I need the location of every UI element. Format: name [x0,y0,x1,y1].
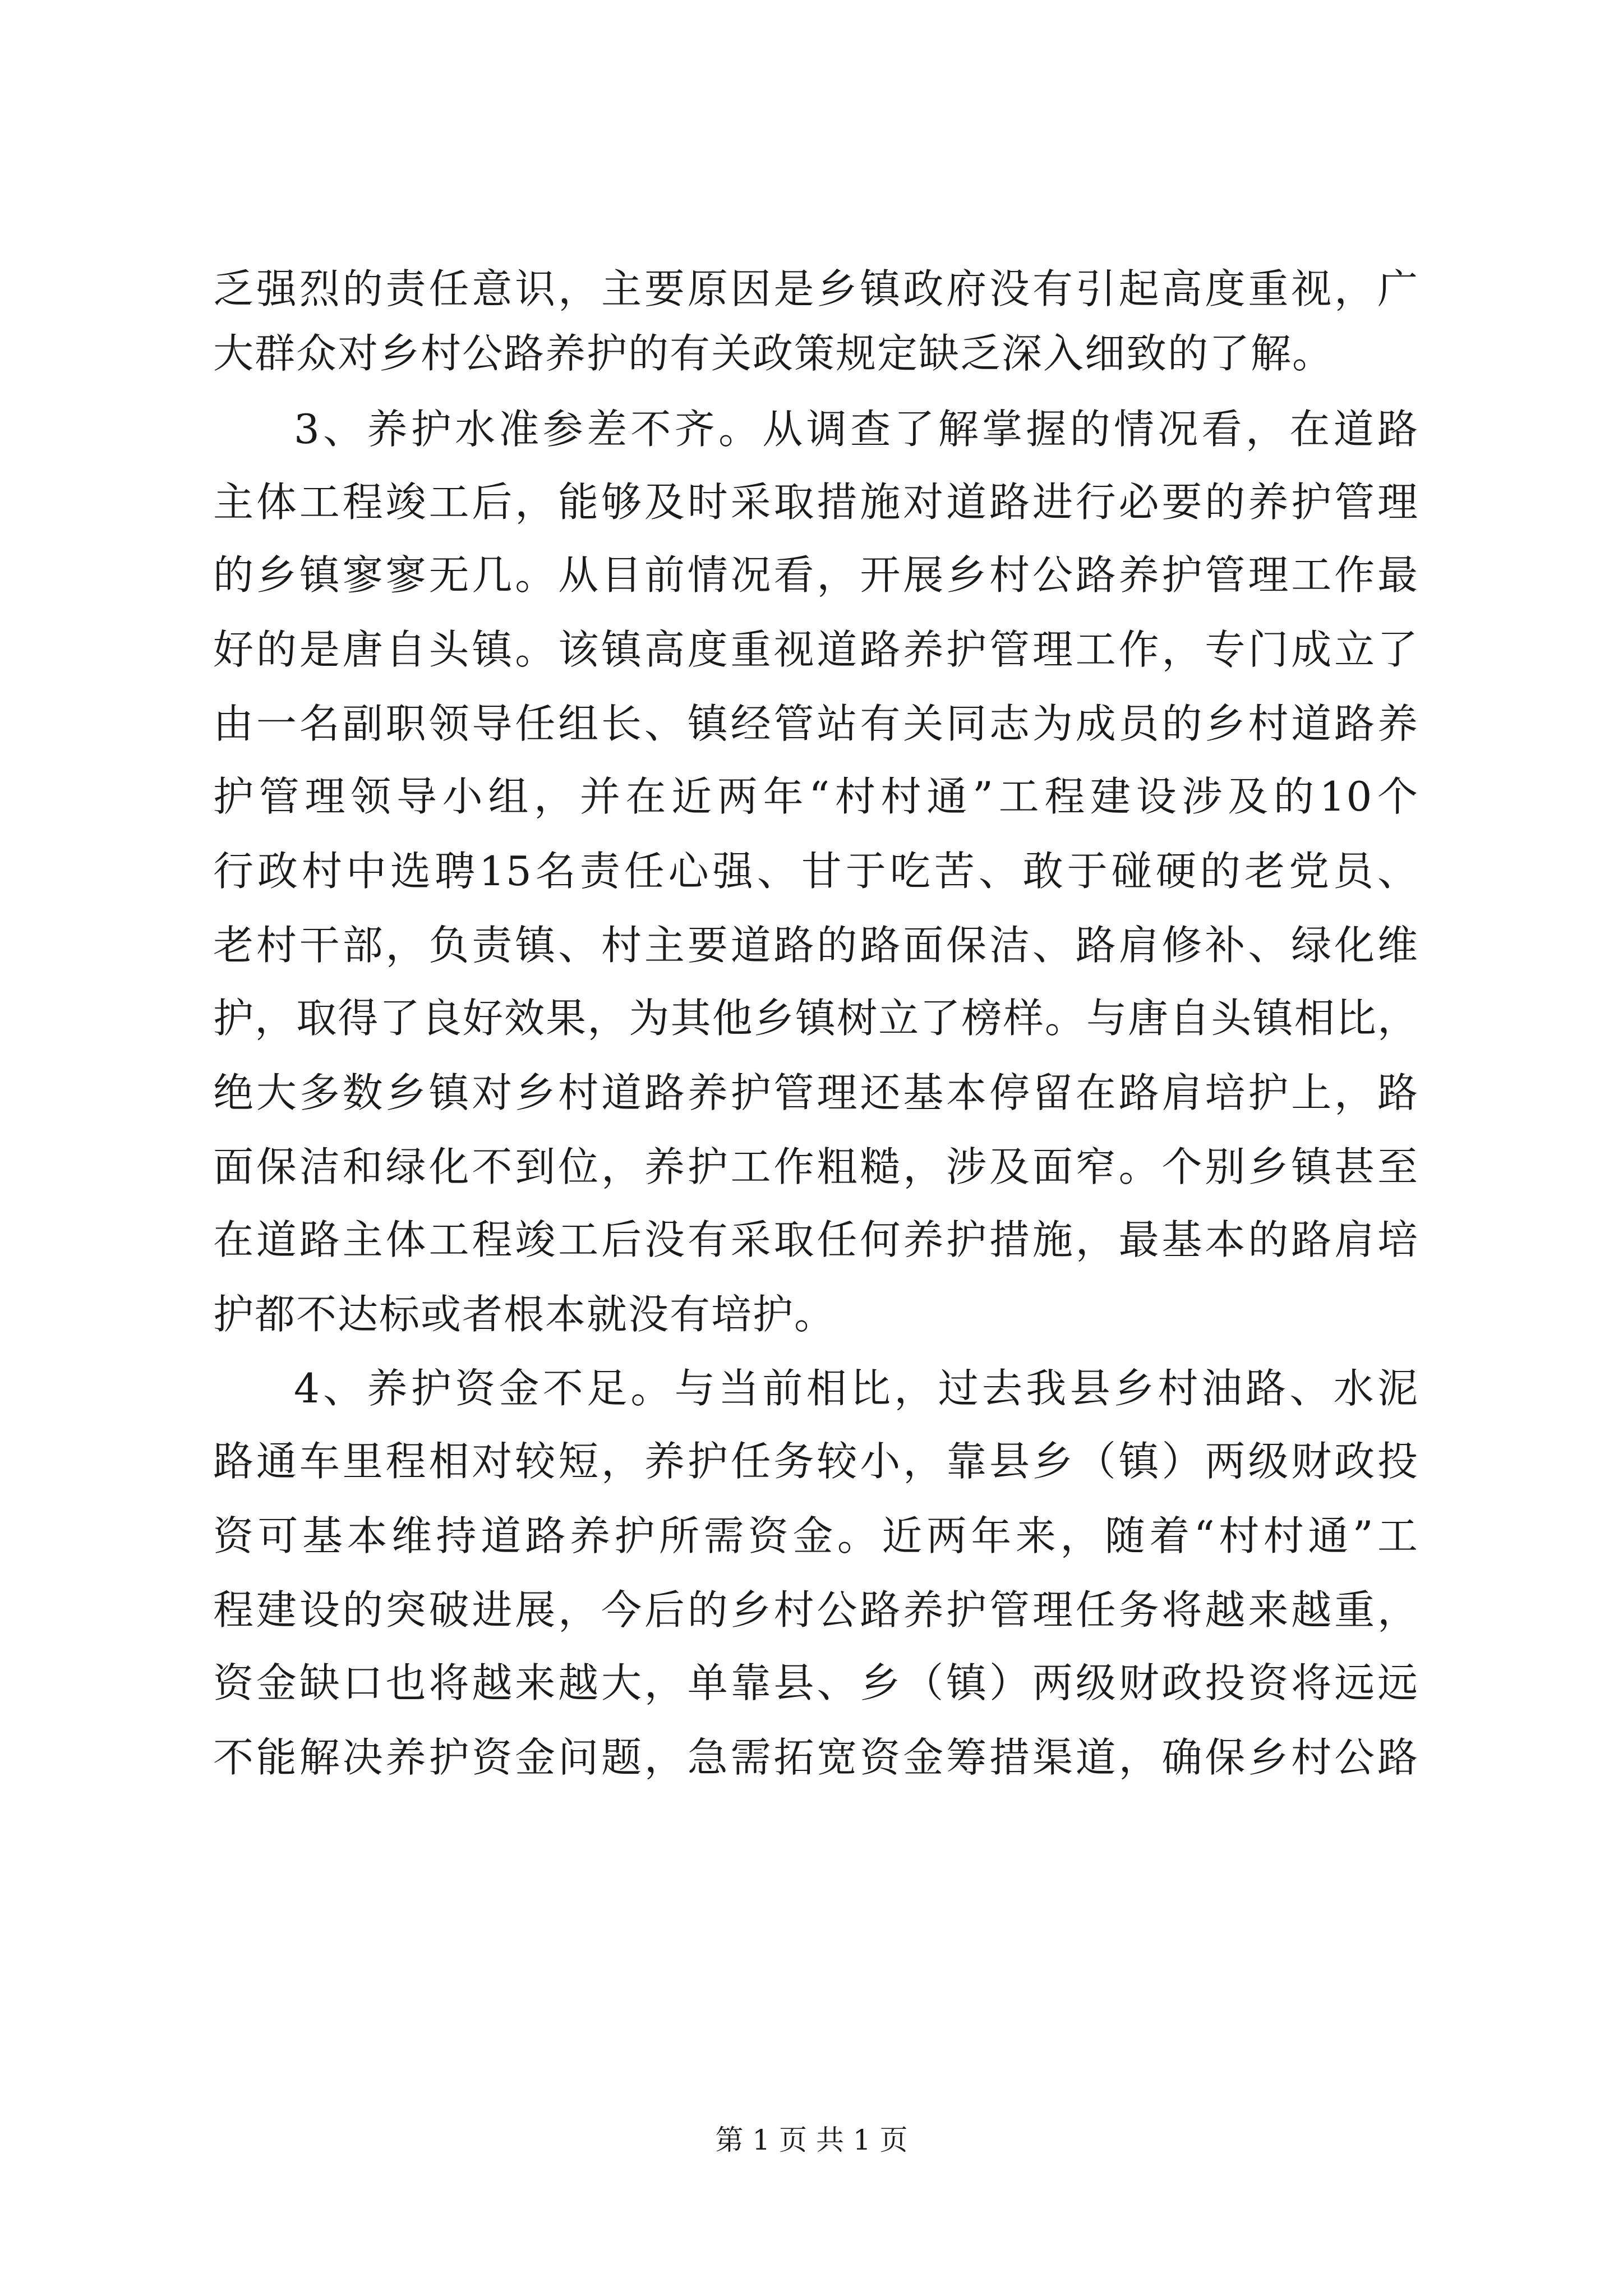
text-line: 护管理领导小组，并在近两年“村村通”工程建设涉及的10个 [213,773,1419,820]
text-line: 主体工程竣工后，能够及时采取措施对道路进行必要的养护管理 [213,478,1419,526]
text-line: 面保洁和绿化不到位，养护工作粗糙，涉及面窄。个别乡镇甚至 [213,1143,1419,1190]
text-line: 老村干部，负责镇、村主要道路的路面保洁、路肩修补、绿化维 [213,922,1419,969]
text-line: 护，取得了良好效果，为其他乡镇树立了榜样。与唐自头镇相比， [213,995,1419,1042]
text-line: 护都不达标或者根本就没有培护。 [213,1291,836,1338]
text-line: 资金缺口也将越来越大，单靠县、乡（镇）两级财政投资将远远 [213,1659,1419,1706]
text-line: 4、养护资金不足。与当前相比，过去我县乡村油路、水泥 [294,1365,1419,1412]
page-number-footer: 第 1 页 共 1 页 [715,2124,908,2156]
text-line: 乏强烈的责任意识，主要原因是乡镇政府没有引起高度重视，广 [213,265,1419,312]
text-line: 路通车里程相对较短，养护任务较小，靠县乡（镇）两级财政投 [213,1438,1419,1485]
text-line: 的乡镇寥寥无几。从目前情况看，开展乡村公路养护管理工作最 [213,551,1419,599]
text-line: 行政村中选聘15名责任心强、甘于吃苦、敢于碰硬的老党员、 [213,848,1419,895]
text-line: 不能解决养护资金问题，急需拓宽资金筹措渠道，确保乡村公路 [213,1734,1419,1781]
text-line: 在道路主体工程竣工后没有采取任何养护措施，最基本的路肩培 [213,1216,1419,1263]
text-line: 大群众对乡村公路养护的有关政策规定缺乏深入细致的了解。 [213,330,1334,377]
text-line: 由一名副职领导任组长、镇经管站有关同志为成员的乡村道路养 [213,700,1419,747]
text-line: 资可基本维持道路养护所需资金。近两年来，随着“村村通”工 [213,1512,1419,1559]
text-line: 绝大多数乡镇对乡村道路养护管理还基本停留在路肩培护上，路 [213,1069,1419,1116]
text-line: 好的是唐自头镇。该镇高度重视道路养护管理工作，专门成立了 [213,626,1419,673]
text-line: 3、养护水准参差不齐。从调查了解掌握的情况看，在道路 [294,406,1419,453]
text-line: 程建设的突破进展，今后的乡村公路养护管理任务将越来越重， [213,1586,1419,1634]
